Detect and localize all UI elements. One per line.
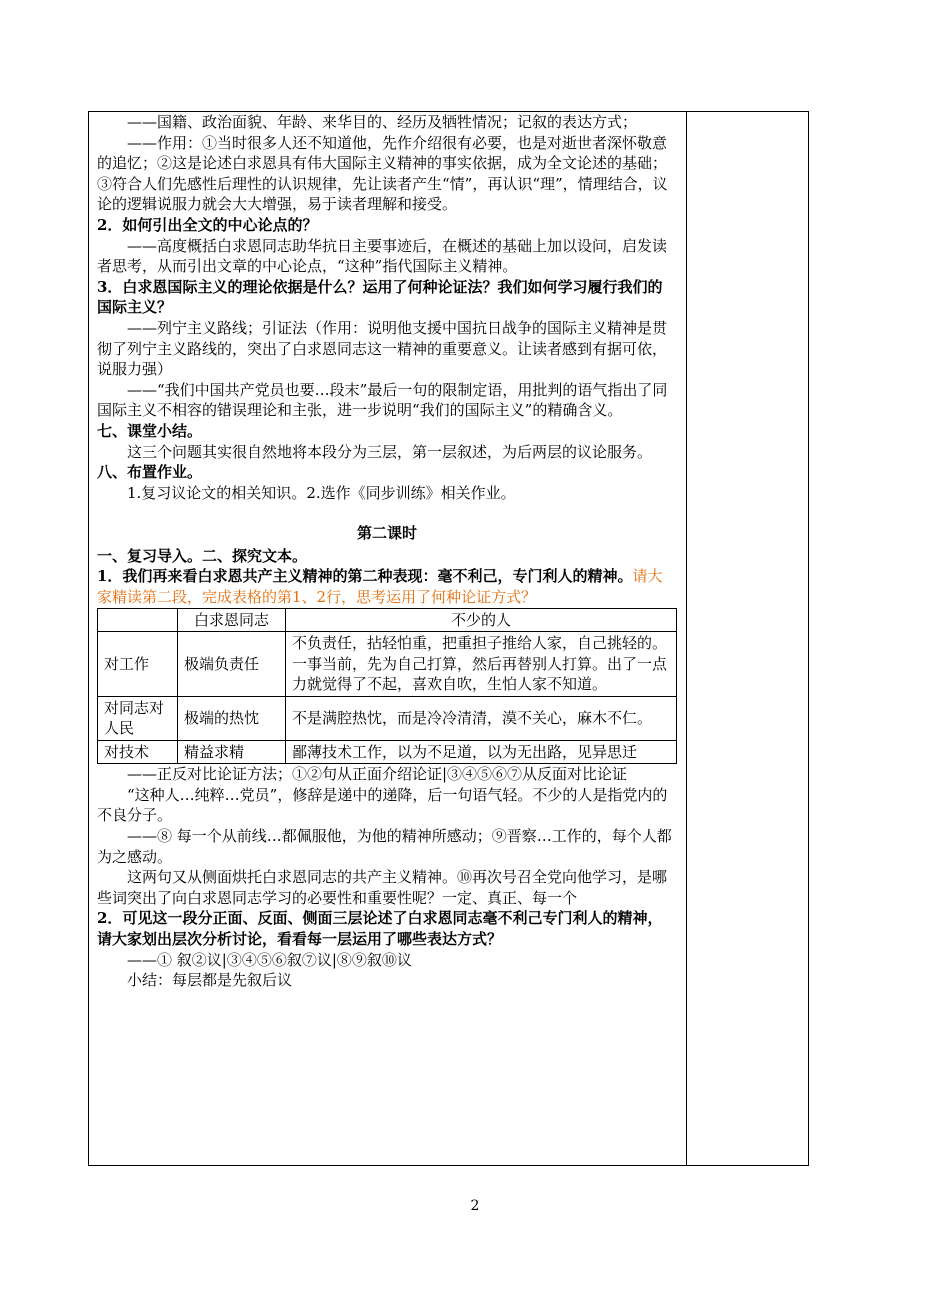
table-cell: 极端负责任 [178, 632, 286, 697]
paragraph: ——高度概括白求恩同志助华抗日主要事迹后，在概述的基础上加以设问，启发读者思考，从而引出文章的中心论点，“这种”指代国际主义精神。 [97, 236, 668, 276]
lesson-title: 第二课时 [356, 524, 417, 543]
table-cell: 对技术 [98, 740, 178, 764]
table-header: 不少的人 [286, 608, 677, 632]
paragraph: ——“我们中国共产党员也要…段末”最后一句的限制定语，用批判的语气指出了同国际主义不相容的错误理论和主张，进一步说明“我们的国际主义”的精确含义。 [97, 380, 668, 420]
table-header: 白求恩同志 [178, 608, 286, 632]
table-cell: 对工作 [98, 632, 178, 697]
question-text: 1．我们再来看白求恩共产主义精神的第二种表现：毫不利己，专门利人的精神。 [97, 567, 633, 586]
table-cell: 精益求精 [178, 740, 286, 764]
table-cell: 不负责任，拈轻怕重，把重担子推给人家，自己挑轻的。一事当前，先为自己打算，然后再替别人打算。出了一点力就觉得了不起，喜欢自吹，生怕人家不知道。 [286, 632, 677, 697]
paragraph: ——正反对比论证方法；①②句从正面介绍论证|③④⑤⑥⑦从反面对比论证 [127, 765, 628, 784]
table-row [98, 632, 677, 697]
lesson-table-frame [88, 111, 809, 1166]
paragraph: ——国籍、政治面貌、年龄、来华目的、经历及牺牲情况；记叙的表达方式； [127, 113, 638, 131]
paragraph: 这三个问题其实很自然地将本段分为三层，第一层叙述，为后两层的议论服务。 [127, 442, 653, 461]
question-heading: 2．可见这一段分正面、反面、侧面三层论述了白求恩同志毫不利己专门利人的精神，请大家划出层次分析讨论，看看每一层运用了哪些表达方式？ [97, 909, 663, 948]
paragraph: 这两句又从侧面烘托白求恩同志的共产主义精神。⑩再次号召全党向他学习，是哪些词突出了向白求恩同志学习的必要性和重要性呢？一定、真正、每一个 [97, 868, 668, 907]
column-divider [686, 112, 687, 1165]
paragraph: 1.复习议论文的相关知识。2.选作《同步训练》相关作业。 [127, 483, 516, 502]
section-heading: 一、复习导入。二、探究文本。 [97, 546, 308, 565]
lesson-content-cell [97, 112, 677, 991]
table-cell: 鄙薄技术工作，以为不足道，以为无出路，见异思迁 [286, 740, 677, 764]
page-number: 2 [470, 1198, 480, 1214]
question-instruction: 请大家精读第二段，完成表格的第1、2行，思考运用了何种论证方式？ [97, 567, 663, 607]
question-heading: 2．如何引出全文的中心论点的？ [97, 215, 318, 234]
section-heading: 八、布置作业。 [97, 463, 203, 482]
paragraph: “这种人…纯粹…党员”，修辞是递中的递降，后一句语气轻。不少的人是指党内的不良分子。 [97, 785, 668, 825]
table-header [98, 608, 178, 632]
table-cell: 极端的热忱 [178, 696, 286, 740]
paragraph: ——⑧ 每一个从前线…都佩服他，为他的精神所感动；⑨晋察…工作的，每个人都为之感动。 [97, 826, 672, 866]
table-cell: 不是满腔热忱，而是冷冷清清，漠不关心，麻木不仁。 [286, 696, 677, 740]
paragraph: ——作用：①当时很多人还不知道他，先作介绍很有必要，也是对逝世者深怀敬意的追忆；②这是论述白求恩具有伟大国际主义精神的事实依据，成为全文论述的基础；③符合人们先感性后理性的认识规律，先让读者产生“情”，再认识“理”，情理结合，议论的逻辑说服力就会大大增强，易于读者理解和接受。 [97, 133, 668, 214]
question-heading: 3．白求恩国际主义的理论依据是什么？运用了何种论证法？我们如何学习履行我们的国际主义？ [97, 277, 663, 317]
table-cell: 对同志对人民 [98, 696, 178, 740]
table-header-row [98, 608, 677, 632]
paragraph: 小结：每层都是先叙后议 [127, 971, 293, 990]
comparison-table [97, 608, 677, 765]
question-heading [97, 566, 677, 607]
table-row [98, 696, 677, 740]
section-heading: 七、课堂小结。 [97, 421, 203, 440]
paragraph: ——① 叙②议|③④⑤⑥叙⑦议|⑧⑨叙⑩议 [127, 950, 412, 969]
paragraph: ——列宁主义路线；引证法（作用：说明他支援中国抗日战争的国际主义精神是贯彻了列宁主义路线的，突出了白求恩同志这一精神的重要意义。让读者感到有据可依，说服力强） [97, 318, 668, 379]
table-row [98, 740, 677, 764]
